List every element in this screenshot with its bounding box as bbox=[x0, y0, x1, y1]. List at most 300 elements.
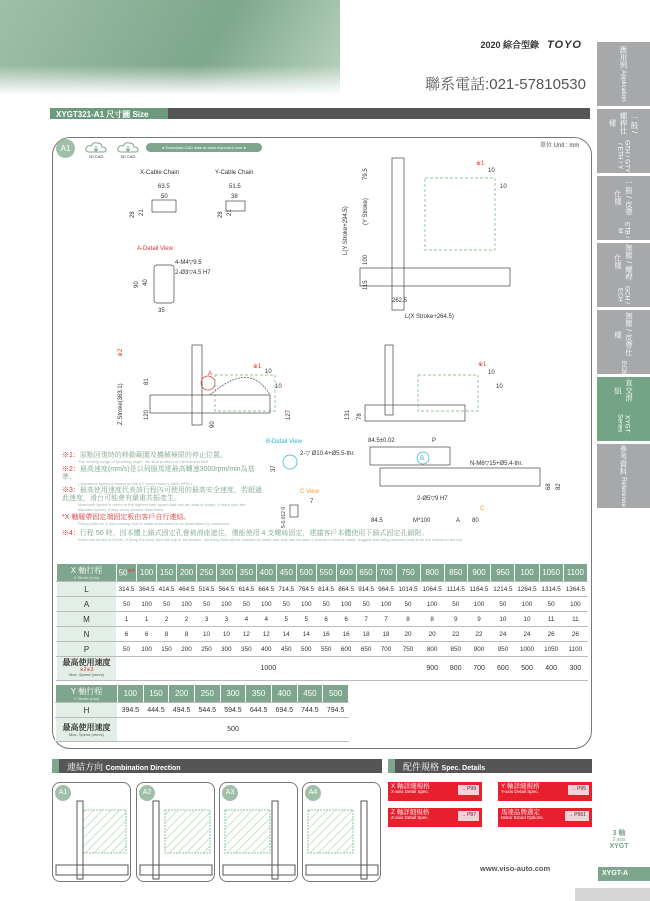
table-cell: 20 bbox=[396, 627, 420, 642]
table-row bbox=[57, 612, 588, 627]
text-label: Y 軸行程 bbox=[70, 686, 103, 696]
plan-slider bbox=[370, 447, 450, 465]
table-cell: 9 bbox=[467, 612, 491, 627]
text-label: 最高使用速度 bbox=[62, 722, 111, 732]
table-cell: 50 bbox=[157, 597, 177, 612]
table-cell: 8 bbox=[177, 627, 197, 642]
table-cell: 900 bbox=[420, 657, 444, 681]
text-label: Combination Direction bbox=[105, 765, 181, 772]
table-cell: 5 bbox=[276, 612, 296, 627]
text-label: 10 bbox=[496, 384, 503, 390]
row-label: L bbox=[57, 582, 117, 597]
text-label: 最高使用速度代表該行程內可使用的最高安全速度，若超過此速度，滑台可能會有嚴重共振產生。 bbox=[62, 487, 262, 503]
table-cell: 24 bbox=[491, 627, 515, 642]
table-cell: 1050 bbox=[539, 642, 563, 657]
stroke-header bbox=[563, 564, 587, 582]
text-label: 81 bbox=[144, 378, 150, 385]
table-cell: 814.5 bbox=[316, 582, 336, 597]
table-cell: 18 bbox=[356, 627, 376, 642]
sidebar-tab-label: 應用例 bbox=[619, 45, 628, 69]
text-label: 115 bbox=[363, 280, 369, 290]
table-cell: 100 bbox=[137, 597, 157, 612]
text-label: 3 axis bbox=[612, 836, 626, 843]
text-label: 50 bbox=[118, 568, 128, 578]
text-label: 79.5 bbox=[363, 168, 369, 180]
table-cell: 150 bbox=[157, 642, 177, 657]
table-cell: 544.5 bbox=[194, 703, 220, 718]
note-stroke-50 bbox=[62, 530, 590, 544]
model-badge: A1 bbox=[56, 139, 75, 158]
row-label: P bbox=[57, 642, 117, 657]
spec-link[interactable] bbox=[388, 808, 482, 827]
table-cell: 22 bbox=[467, 627, 491, 642]
a-detail-marker bbox=[201, 376, 215, 390]
text-label: Spec. Details bbox=[441, 765, 486, 772]
table-cell: 12 bbox=[236, 627, 256, 642]
text-label: 90 bbox=[134, 281, 140, 288]
text-label: 250 bbox=[199, 568, 214, 577]
table-header-row bbox=[57, 564, 588, 582]
text-label: 700 bbox=[379, 568, 393, 577]
sidebar-tab-label: 一般 / 螺桿仕樣 bbox=[608, 111, 639, 135]
text-label: ※1： bbox=[62, 452, 80, 459]
table-cell: 900 bbox=[467, 642, 491, 657]
table-cell: 100 bbox=[467, 597, 491, 612]
text-label: 40 bbox=[143, 279, 149, 286]
note bbox=[62, 466, 262, 487]
text-label: 82 bbox=[556, 483, 562, 490]
table-cell: 600 bbox=[491, 657, 515, 681]
text-label: B-Detail View bbox=[266, 439, 302, 445]
text-label: 原點回復時的移動範圍及機械極限的停止位置。 bbox=[79, 452, 227, 459]
text-label: 1050 bbox=[542, 568, 561, 577]
table-row bbox=[57, 627, 588, 642]
note bbox=[62, 487, 262, 512]
note bbox=[62, 530, 590, 543]
table-cell: 964.5 bbox=[376, 582, 396, 597]
stroke-header: 500 bbox=[323, 685, 349, 703]
table-cell: 700 bbox=[467, 657, 491, 681]
z-axis-front bbox=[385, 345, 393, 415]
text-label: 50 bbox=[161, 194, 168, 200]
text-label: ※3： bbox=[62, 487, 80, 495]
table-cell: 1 bbox=[137, 612, 157, 627]
page-reference: → P87 bbox=[458, 811, 479, 821]
sidebar-tab-sublabel: Reference bbox=[620, 477, 627, 507]
stroke-header bbox=[515, 564, 539, 582]
sidebar-tab-label: 直交滑組 bbox=[613, 379, 634, 402]
c-view-profile bbox=[290, 505, 298, 517]
stroke-header: 100 bbox=[118, 685, 144, 703]
text-label: 35 bbox=[158, 308, 165, 314]
sidebar-tab-sublabel: XYGT Series bbox=[616, 414, 631, 433]
table-cell: 50 bbox=[117, 597, 137, 612]
table-cell: 444.5 bbox=[143, 703, 169, 718]
text-label: 63.5 bbox=[158, 184, 170, 190]
table-cell: 1164.5 bbox=[467, 582, 491, 597]
page-title: XYGT321-A1 尺寸圖 Size bbox=[50, 108, 168, 119]
table-cell: 1214.5 bbox=[491, 582, 515, 597]
text-label: L(Y Stroke+294.5) bbox=[343, 206, 349, 255]
stroke-header: 300 bbox=[220, 685, 246, 703]
a-detail-block bbox=[154, 265, 174, 303]
row-label: N bbox=[57, 627, 117, 642]
stroke-header: 400 bbox=[271, 685, 297, 703]
table-cell: 20 bbox=[420, 627, 444, 642]
text-label: 21 bbox=[227, 209, 233, 216]
x-stroke-table bbox=[56, 563, 588, 681]
stroke-header: 350 bbox=[246, 685, 272, 703]
text-label: 最高速度(mm/s)是以伺服馬達最高轉速3000rpm/min為基準。 bbox=[62, 465, 255, 481]
text-label: 80 bbox=[472, 518, 479, 524]
text-label: 84.5 bbox=[371, 518, 383, 524]
table-cell: 850 bbox=[444, 642, 467, 657]
table-cell: 6 bbox=[117, 627, 137, 642]
table-cell: 1000 bbox=[117, 657, 421, 681]
text-label: 28 bbox=[218, 211, 224, 218]
note bbox=[62, 514, 262, 527]
sidebar-tab-sublabel: GCH / ECH bbox=[616, 285, 631, 304]
table-cell: 2 bbox=[177, 612, 197, 627]
text-label: 1100 bbox=[566, 568, 584, 577]
table-cell: 764.5 bbox=[296, 582, 316, 597]
table-cell: 16 bbox=[316, 627, 336, 642]
text-label: 行程 50 時，因本體上鎖式固定孔會被滑座遮住，僅能使用 4 支螺絲固定，建議客戶本體使用下鎖式固定孔鎖附。 bbox=[79, 530, 429, 537]
y-axis-side bbox=[150, 395, 270, 413]
stroke-header bbox=[396, 564, 420, 582]
text-label: Z-axis Detail Spec. bbox=[391, 815, 429, 821]
table-cell: 14 bbox=[276, 627, 296, 642]
text-label: 2D CAD bbox=[88, 154, 104, 159]
x-cable-chain-section bbox=[152, 200, 176, 212]
table-cell: 9 bbox=[444, 612, 467, 627]
speed-row bbox=[56, 718, 349, 742]
text-label: 550 bbox=[319, 568, 333, 577]
table-cell: 650 bbox=[356, 642, 376, 657]
text-label: C View bbox=[300, 489, 319, 495]
text-label: 3D CAD bbox=[120, 154, 136, 159]
text-label: ※2： bbox=[62, 465, 80, 473]
axis-label bbox=[600, 830, 638, 851]
table-cell: 24 bbox=[515, 627, 539, 642]
table-cell: 2 bbox=[157, 612, 177, 627]
text-label: Motor Brand Options. bbox=[501, 815, 544, 821]
page-reference: → P99 bbox=[458, 785, 479, 795]
text-label: 750 bbox=[401, 568, 415, 577]
table-cell: 494.5 bbox=[169, 703, 195, 718]
table-cell: 26 bbox=[563, 627, 587, 642]
text-label: Y-Cable Chain bbox=[215, 170, 254, 176]
text-label: X Stroke (mm) bbox=[73, 574, 100, 580]
stroke-header bbox=[539, 564, 563, 582]
text-label: 90 bbox=[210, 421, 216, 428]
row-label: H bbox=[56, 703, 118, 718]
text-label: Fixing plate for X axis moving end of cable chain need to be assembled by customers. bbox=[78, 520, 231, 526]
table-cell: 700 bbox=[376, 642, 396, 657]
text-label: A bbox=[208, 371, 213, 377]
table-cell: 100 bbox=[137, 642, 157, 657]
text-label: ( Maximum speed is based on the AC servo motor's 3000 RPM ) bbox=[78, 480, 192, 486]
table-cell: 7 bbox=[356, 612, 376, 627]
spec-link[interactable] bbox=[388, 782, 482, 801]
stroke-header bbox=[196, 564, 216, 582]
text-label: M*100 bbox=[413, 518, 431, 524]
table-cell: 10 bbox=[196, 627, 216, 642]
combination-badge: A1 bbox=[55, 785, 71, 801]
table-cell: 500 bbox=[296, 642, 316, 657]
table-cell: 50 bbox=[117, 642, 137, 657]
text-label: A bbox=[456, 518, 461, 524]
table-row bbox=[57, 582, 588, 597]
table-cell: 950 bbox=[491, 642, 515, 657]
text-label: Y Stroke (mm) bbox=[73, 695, 100, 701]
b-detail-circle bbox=[283, 455, 297, 469]
spec-link[interactable] bbox=[498, 808, 592, 827]
table-cell: 1000 bbox=[515, 642, 539, 657]
text-label: ※4： bbox=[62, 530, 80, 537]
download-cad-link[interactable]: ● Download CAD data at www.toyorobot.com ● bbox=[146, 143, 262, 152]
text-label: X 軸詳細規格 bbox=[391, 783, 430, 790]
text-label: 950 bbox=[496, 568, 510, 577]
stroke-header bbox=[177, 564, 197, 582]
stroke-header bbox=[316, 564, 336, 582]
table-cell: 794.5 bbox=[323, 703, 349, 718]
text-label: 28 bbox=[130, 211, 136, 218]
text-label: 450 bbox=[279, 568, 293, 577]
table-cell: 514.5 bbox=[196, 582, 216, 597]
table-cell: 100 bbox=[515, 597, 539, 612]
stroke-header bbox=[296, 564, 316, 582]
text-label: 2-Ø3▽4.5 H7 bbox=[175, 270, 211, 276]
combination-option[interactable] bbox=[52, 782, 131, 882]
combination-badge: A2 bbox=[139, 785, 155, 801]
table-cell: 750 bbox=[396, 642, 420, 657]
table-cell: 200 bbox=[177, 642, 197, 657]
table-cell: 400 bbox=[539, 657, 563, 681]
combination-option[interactable] bbox=[219, 782, 298, 882]
table-cell: 7 bbox=[376, 612, 396, 627]
text-label: Y 軸詳細規格 bbox=[501, 783, 540, 790]
table-cell: 11 bbox=[539, 612, 563, 627]
cable-chain bbox=[210, 378, 270, 396]
table-cell: 800 bbox=[444, 657, 467, 681]
table-cell: 694.5 bbox=[271, 703, 297, 718]
text-label: 100 bbox=[363, 254, 369, 265]
stroke-header: 250 bbox=[194, 685, 220, 703]
table-cell: 100 bbox=[420, 597, 444, 612]
text-label: 600 bbox=[339, 568, 353, 577]
table-cell: 100 bbox=[376, 597, 396, 612]
table-cell: 1100 bbox=[563, 642, 587, 657]
text-label: 500 bbox=[299, 568, 313, 577]
text-label: B bbox=[420, 456, 425, 462]
table-cell: 300 bbox=[216, 642, 236, 657]
table-cell: 500 bbox=[118, 718, 349, 742]
table-row bbox=[57, 642, 588, 657]
text-label: 10 bbox=[275, 384, 282, 390]
text-label: X 軸履帶固定端固定板由客戶自行連結。 bbox=[64, 513, 191, 521]
text-label: X-axis Detail Spec. bbox=[391, 789, 430, 795]
text-label: When the stroke is 50mm, if fixing the body from the top to the bottom, the fixing hole will be blocked by slider and only can be uses 4 screws to fixes a result, suggest that fixing actuator body from the bottom to the top. bbox=[78, 537, 464, 543]
stroke-header: 150 bbox=[143, 685, 169, 703]
text-label: The moving range of returning origin, the stop position of mechanical limit. bbox=[78, 459, 209, 465]
text-label: 10 bbox=[265, 369, 272, 375]
table-cell: 100 bbox=[216, 597, 236, 612]
table-cell: 250 bbox=[196, 642, 216, 657]
sidebar-tab-label: 無塵 / 皮帶仕樣 bbox=[613, 312, 634, 357]
text-label: 21 bbox=[139, 209, 145, 216]
text-label: ※1 bbox=[476, 161, 485, 167]
text-label: 3 軸 bbox=[612, 830, 626, 837]
sidebar-tab-sublabel: ETB / M bbox=[616, 222, 631, 239]
spec-link[interactable] bbox=[498, 782, 592, 801]
text-label: 2020 綜合型錄 bbox=[480, 40, 540, 50]
table-cell: 100 bbox=[256, 597, 276, 612]
text-label: 300 bbox=[219, 568, 234, 577]
text-label: ※4 bbox=[127, 567, 135, 574]
toyo-logo: TOYO bbox=[547, 39, 582, 51]
text-label: 150 bbox=[159, 568, 174, 577]
table-cell: 564.5 bbox=[216, 582, 236, 597]
text-label: Max. Speed (mm/s) bbox=[69, 731, 104, 737]
combination-badge: A3 bbox=[222, 785, 238, 801]
page-reference: → P95 bbox=[568, 785, 589, 795]
text-label: * bbox=[62, 513, 65, 521]
table-cell: 26 bbox=[539, 627, 563, 642]
table-cell: 1064.5 bbox=[420, 582, 444, 597]
table-cell: 100 bbox=[563, 597, 587, 612]
text-label: 100 bbox=[139, 568, 154, 577]
text-label: X 軸行程 bbox=[70, 565, 103, 575]
text-label: 900 bbox=[472, 568, 486, 577]
sidebar-tab-label: 一般 / 皮帶仕樣 bbox=[613, 179, 634, 216]
table-cell: 1114.5 bbox=[444, 582, 467, 597]
text-label: 最高使用速度 bbox=[62, 658, 111, 668]
text-label: 4-M4▽9.5 bbox=[175, 260, 202, 266]
combination-direction-header bbox=[52, 759, 382, 773]
table-cell: 744.5 bbox=[297, 703, 323, 718]
sidebar-tab-label: 無塵 / 螺桿仕樣 bbox=[613, 243, 634, 280]
text-label: ※1 bbox=[478, 362, 487, 368]
table-cell: 6 bbox=[336, 612, 356, 627]
text-label: 262.5 bbox=[392, 298, 408, 304]
text-label: 2-▽ Ø10.4+Ø5.5-thr. bbox=[300, 451, 355, 457]
text-label: Max. Speed (mm/s) bbox=[69, 672, 104, 678]
table-cell: 600 bbox=[336, 642, 356, 657]
table-cell: 50 bbox=[539, 597, 563, 612]
table-cell: 10 bbox=[216, 627, 236, 642]
sidebar-tab-sublabel: GTH / GTY / ETH / Y bbox=[616, 139, 631, 173]
table-cell: 644.5 bbox=[246, 703, 272, 718]
text-label: ※2 bbox=[118, 348, 124, 357]
xy-stroke-area bbox=[425, 178, 495, 250]
text-label: ※1 bbox=[253, 364, 262, 370]
text-label: ※2※3 bbox=[79, 666, 94, 673]
table-cell: 664.5 bbox=[256, 582, 276, 597]
table-header-row bbox=[56, 685, 349, 703]
sidebar-tab-label: 參考資料 bbox=[619, 445, 628, 475]
row-label bbox=[57, 657, 117, 681]
text-label: 400 bbox=[259, 568, 273, 577]
note bbox=[62, 452, 262, 465]
table-cell: 16 bbox=[336, 627, 356, 642]
stroke-header bbox=[216, 564, 236, 582]
table-cell: 50 bbox=[444, 597, 467, 612]
table-cell: 50 bbox=[276, 597, 296, 612]
sidebar-tab-sublabel: ECB bbox=[620, 360, 627, 374]
table-cell: 864.5 bbox=[336, 582, 356, 597]
stroke-header bbox=[157, 564, 177, 582]
table-cell: 614.5 bbox=[236, 582, 256, 597]
text-label: A-Detail View bbox=[137, 246, 173, 252]
plan-body bbox=[380, 468, 540, 486]
text-label: 5-0.012 0 bbox=[281, 506, 287, 528]
notes bbox=[62, 452, 262, 527]
text-label: 37 bbox=[271, 465, 277, 472]
text-label: L(X Stroke+264.5) bbox=[405, 314, 454, 320]
stroke-header bbox=[137, 564, 157, 582]
text-label: 84.5±0.02 bbox=[368, 438, 395, 444]
text-label: C bbox=[480, 506, 485, 512]
text-label: 馬達品牌選定 bbox=[501, 809, 540, 816]
stroke-header bbox=[336, 564, 356, 582]
stroke-header: 450 bbox=[297, 685, 323, 703]
table-cell: 50 bbox=[236, 597, 256, 612]
table-cell: 8 bbox=[396, 612, 420, 627]
text-label: Maximum speed is refers to the highest safe speed that can be used in stroke, if more than the standard speed, it may occur serious resonance. bbox=[78, 502, 246, 513]
page-reference: → P561 bbox=[565, 811, 589, 821]
header-label bbox=[57, 564, 117, 582]
table-cell: 100 bbox=[336, 597, 356, 612]
text-label: 連結方向 bbox=[67, 762, 104, 772]
text-label: 850 bbox=[449, 568, 463, 577]
table-cell: 1 bbox=[117, 612, 137, 627]
combination-option[interactable] bbox=[136, 782, 215, 882]
combination-option[interactable] bbox=[302, 782, 381, 882]
text-label: 650 bbox=[359, 568, 373, 577]
table-cell: 350 bbox=[236, 642, 256, 657]
table-cell: 714.5 bbox=[276, 582, 296, 597]
text-label: 38 bbox=[231, 194, 238, 200]
text-label: Z Stroke(363.1) bbox=[118, 383, 124, 425]
series-tag: XYGT-A bbox=[598, 867, 650, 881]
table-cell: 50 bbox=[196, 597, 216, 612]
table-cell: 8 bbox=[157, 627, 177, 642]
text-label: 10 bbox=[500, 184, 507, 190]
table-cell: 1364.5 bbox=[563, 582, 587, 597]
text-label: 350 bbox=[239, 568, 254, 577]
header-label bbox=[56, 685, 118, 703]
text-label: 7 bbox=[310, 499, 314, 505]
table-cell: 50 bbox=[356, 597, 376, 612]
text-label: 127 bbox=[286, 409, 292, 420]
x-axis-body bbox=[360, 268, 510, 286]
unit-label: 單位 Unit : mm bbox=[540, 143, 580, 149]
footer-url[interactable]: www.viso-auto.com bbox=[480, 864, 551, 873]
table-cell: 6 bbox=[137, 627, 157, 642]
sidebar-tab-sublabel: Application bbox=[620, 70, 627, 103]
text-label: N-M6▽15+Ø5.4-thr. bbox=[470, 461, 523, 467]
text-label: 51.5 bbox=[229, 184, 241, 190]
table-cell: 594.5 bbox=[220, 703, 246, 718]
table-cell: 11 bbox=[563, 612, 587, 627]
text-label: Z 軸詳細規格 bbox=[391, 809, 430, 816]
stroke-header bbox=[376, 564, 396, 582]
text-label: Y-axis Detail Spec. bbox=[501, 789, 539, 795]
table-cell: 5 bbox=[296, 612, 316, 627]
phone-number: 聯系電話:021-57810530 bbox=[425, 76, 586, 93]
table-cell: 1014.5 bbox=[396, 582, 420, 597]
